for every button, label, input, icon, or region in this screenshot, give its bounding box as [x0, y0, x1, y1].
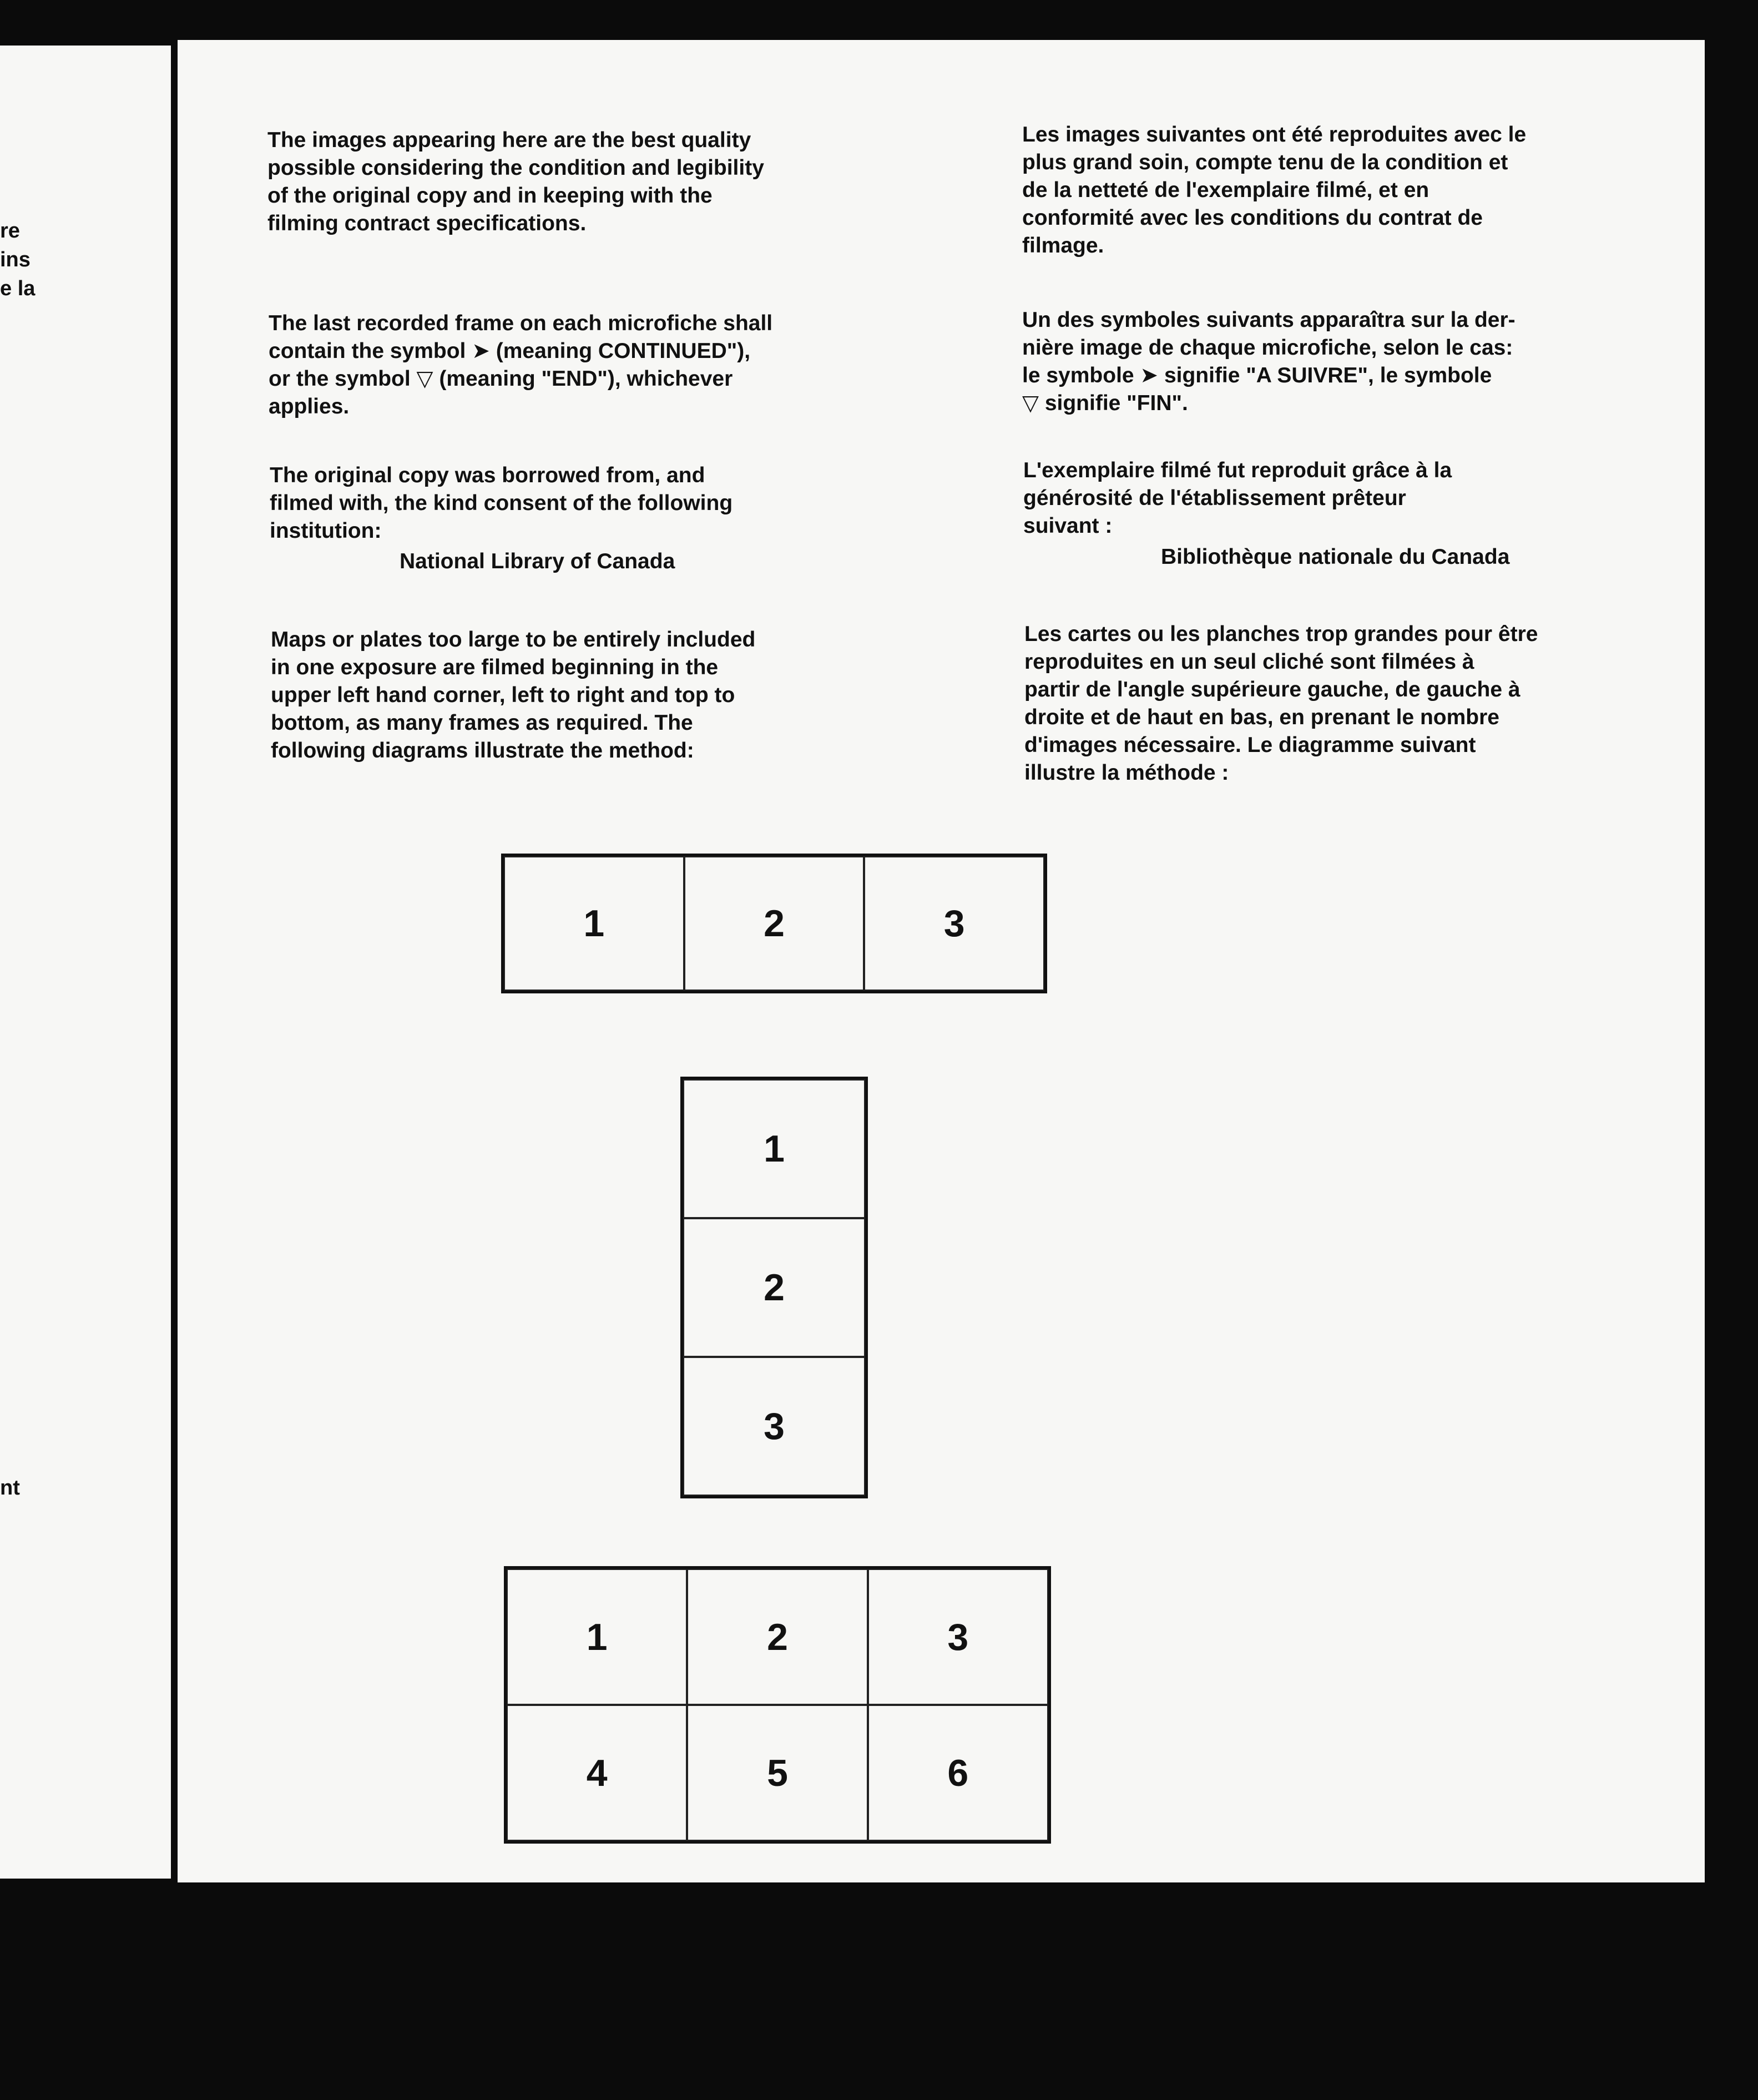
- diagram-vertical-strip: [680, 1077, 868, 1498]
- frame-cell: 1: [504, 856, 684, 991]
- french-institution-name: Bibliothèque nationale du Canada: [1161, 545, 1510, 569]
- frame-cell: 2: [683, 1218, 865, 1357]
- frame-cell: 4: [507, 1705, 687, 1841]
- frame-cell: 5: [687, 1705, 867, 1841]
- frame-cell: 2: [684, 856, 865, 991]
- french-quality-paragraph: Les images suivantes ont été reproduites avec le plus grand soin, compte tenu de la condition et de la netteté de l'exemplaire filmé, et en conformité avec les conditions du contrat de filmage.: [1022, 123, 1527, 258]
- english-quality-paragraph: The images appearing here are the best quality possible considering the condition and legibility of the original copy and in keeping with the filming contract specifications.: [267, 128, 764, 235]
- english-maps-paragraph: Maps or plates too large to be entirely included in one exposure are filmed beginning in the upper left hand corner, left to right and top to bottom, as many frames as required. The following diagrams illustrate the method:: [271, 628, 756, 763]
- english-institution-name: National Library of Canada: [400, 549, 675, 573]
- diagram-horizontal-strip: [501, 854, 1047, 993]
- left-fragment-4: nt: [0, 1476, 20, 1500]
- frame-cell: 6: [868, 1705, 1048, 1841]
- french-institution-paragraph: L'exemplaire filmé fut reproduit grâce à la générosité de l'établissement prêteur suivant :: [1023, 458, 1452, 538]
- left-fragment-2: ins: [0, 248, 31, 271]
- left-fragment-1: re: [0, 219, 20, 243]
- frame-cell: 2: [687, 1569, 867, 1705]
- left-fragment-3: e la: [0, 277, 36, 300]
- diagram-two-by-three-grid: [504, 1566, 1051, 1844]
- frame-cell: 3: [868, 1569, 1048, 1705]
- english-institution-paragraph: The original copy was borrowed from, and filmed with, the kind consent of the following institution:: [270, 463, 733, 543]
- left-frame-fragment: [0, 46, 171, 1879]
- english-symbol-paragraph: The last recorded frame on each microfiche shall contain the symbol ➤ (meaning CONTINUED"), or the symbol ▽ (meaning "END"), whichever applies.: [269, 311, 773, 418]
- frame-cell: 1: [507, 1569, 687, 1705]
- french-maps-paragraph: Les cartes ou les planches trop grandes pour être reproduites en un seul cliché sont filmées à partir de l'angle supérieure gauche, de gauche à droite et de haut en bas, en prenant le nombre d'images nécessaire. Le diagramme suivant illustre la méthode :: [1024, 622, 1538, 785]
- frame-cell: 3: [683, 1357, 865, 1496]
- frame-cell: 3: [864, 856, 1044, 991]
- french-symbol-paragraph: Un des symboles suivants apparaîtra sur la der- nière image de chaque microfiche, selon le cas: le symbole ➤ signifie "A SUIVRE", le symbole ▽ signifie "FIN".: [1022, 308, 1515, 415]
- frame-cell: 1: [683, 1079, 865, 1218]
